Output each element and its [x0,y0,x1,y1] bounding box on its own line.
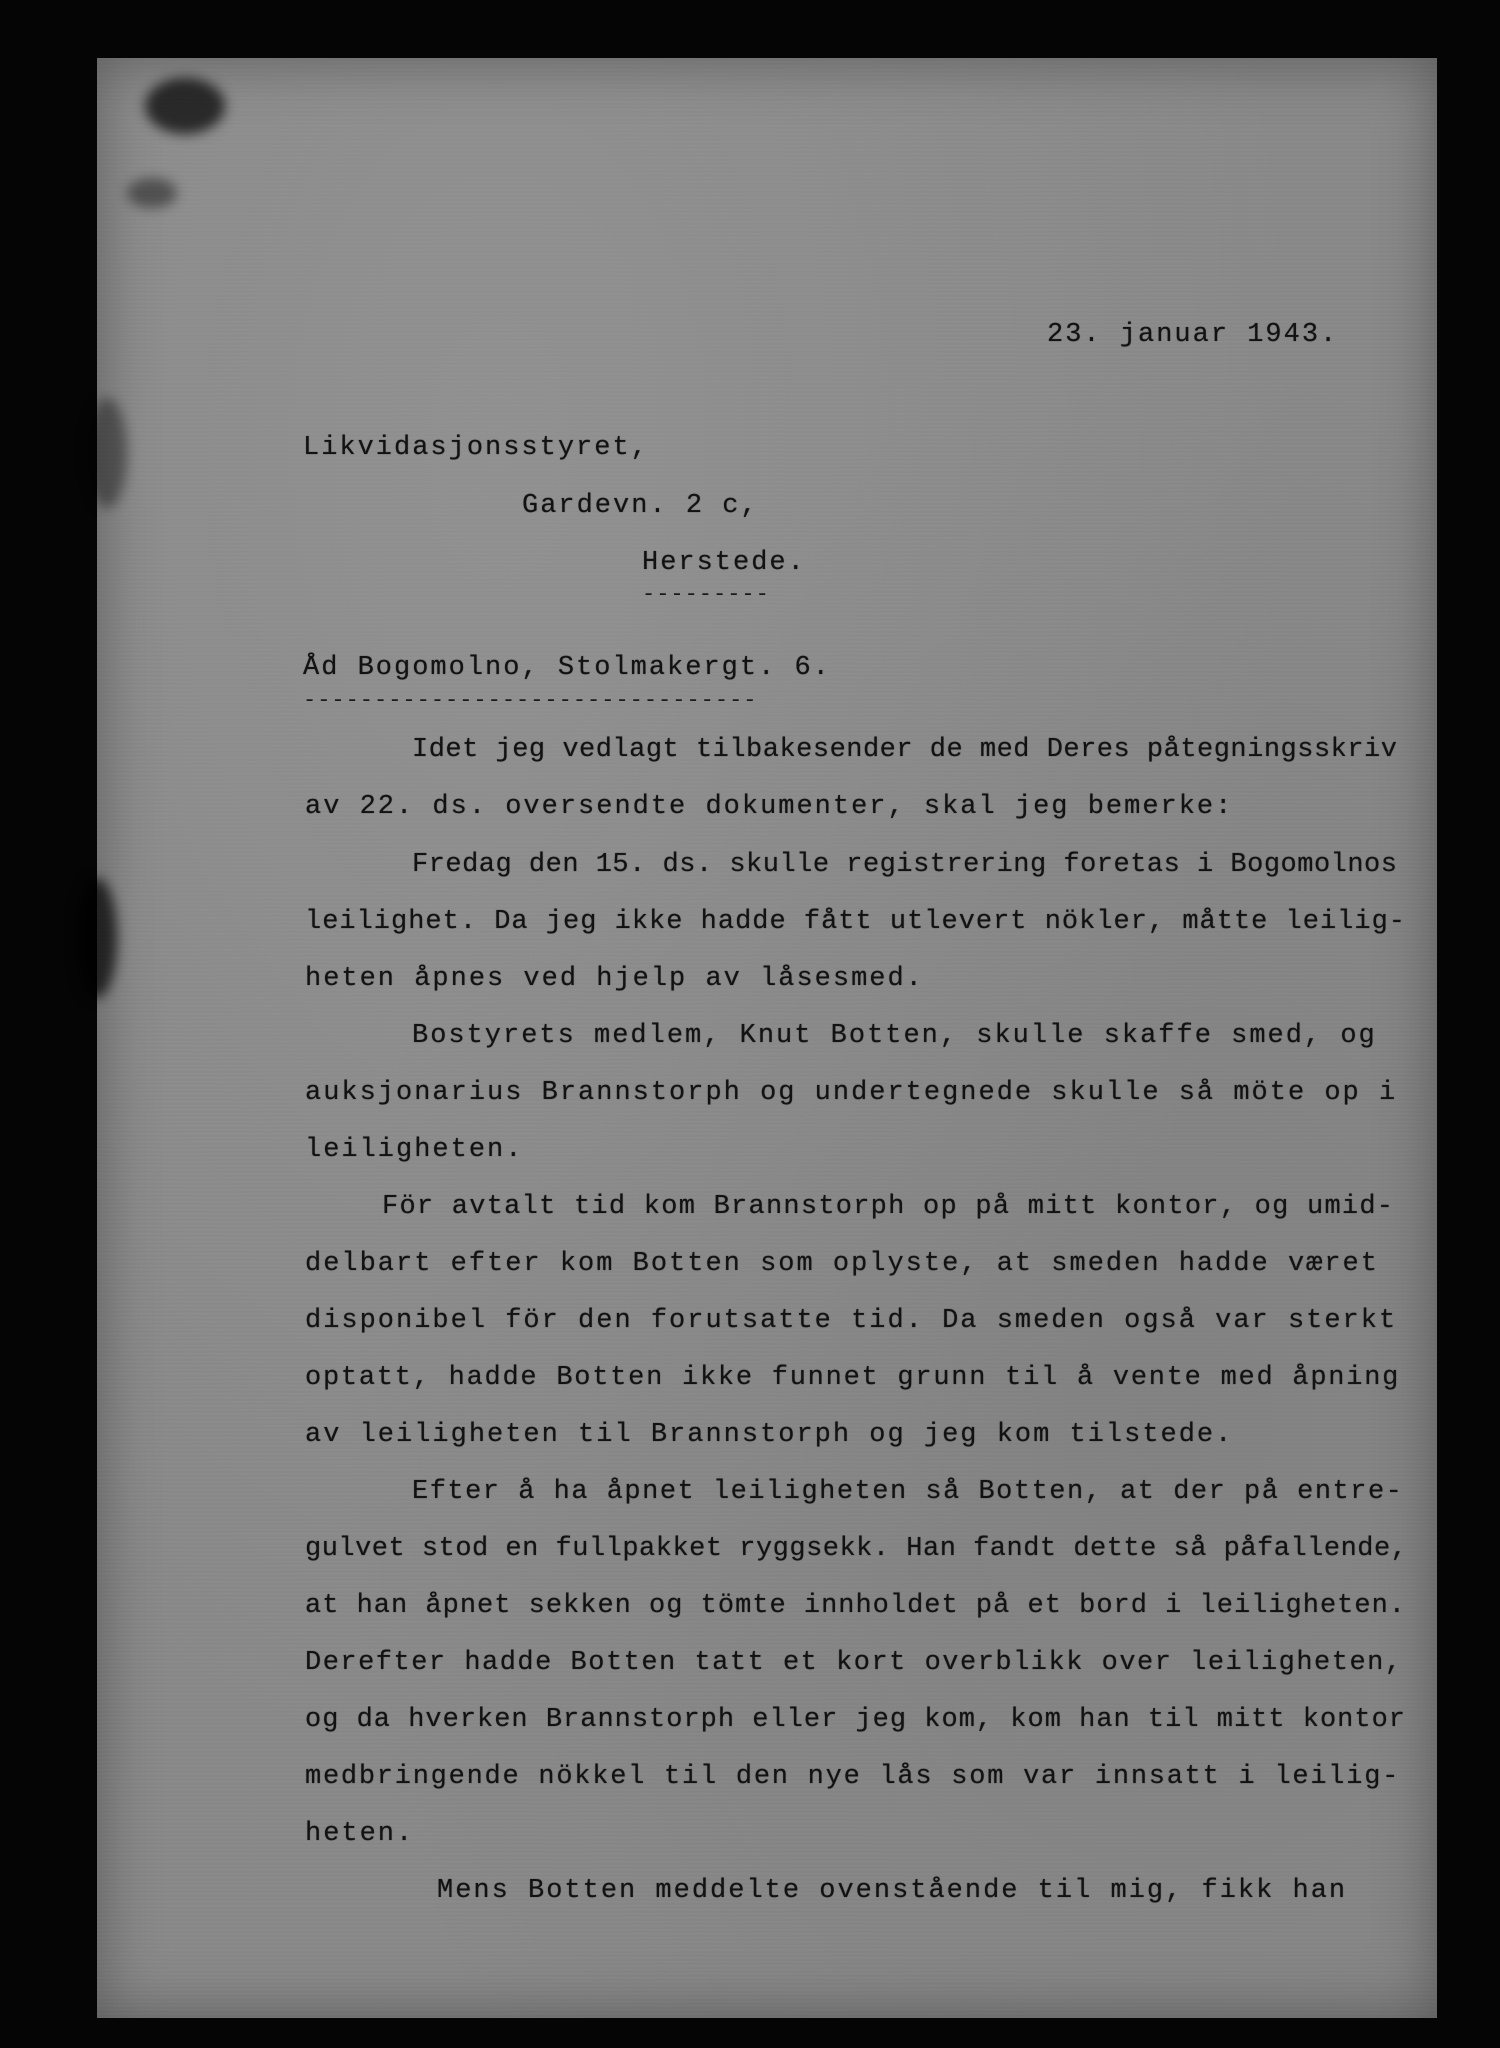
recipient-city: Herstede. [642,548,806,578]
ink-smudge [127,178,177,208]
city-underline: --------- [642,582,770,607]
body-line: leilighet. Da jeg ikke hadde fått utlevert nökler, måtte leilig- [305,907,1406,937]
subject-line: Åd Bogomolno, Stolmakergt. 6. [303,653,831,683]
body-line: og da hverken Brannstorph eller jeg kom, kom han til mitt kontor [305,1705,1406,1735]
body-line: av 22. ds. oversendte dokumenter, skal jeg bemerke: [305,792,1234,822]
recipient-name: Likvidasjonsstyret, [303,433,649,463]
body-line: at han åpnet sekken og tömte innholdet på et bord i leiligheten. [305,1591,1406,1621]
body-line: disponibel för den forutsatte tid. Da smeden også var sterkt [305,1306,1398,1336]
letter-date: 23. januar 1943. [1047,320,1339,350]
body-line: av leiligheten til Brannstorph og jeg kom tilstede. [305,1420,1234,1450]
body-line: Bostyrets medlem, Knut Botten, skulle skaffe smed, og [412,1021,1377,1051]
body-line: auksjonarius Brannstorph og undertegnede skulle så möte op i [305,1078,1398,1108]
ink-smudge [77,878,117,998]
body-line: optatt, hadde Botten ikke funnet grunn til å vente med åpning [305,1363,1401,1393]
body-line: Fredag den 15. ds. skulle registrering foretas i Bogomolnos [412,850,1398,880]
body-line: delbart efter kom Botten som oplyste, at smeden hadde været [305,1249,1379,1279]
body-line: Derefter hadde Botten tatt et kort overblikk over leiligheten, [305,1648,1403,1678]
body-line: gulvet stod en fullpakket ryggsekk. Han fandt dette så påfallende, [305,1534,1408,1564]
document-page [97,58,1437,2018]
subject-underline: -------------------------------- [303,688,758,713]
body-line: Mens Botten meddelte ovenstående til mig, fikk han [437,1876,1348,1906]
body-line: leiligheten. [305,1135,524,1165]
body-line: heten. [305,1819,415,1849]
ink-smudge [87,398,127,508]
body-line: Idet jeg vedlagt tilbakesender de med Deres påtegningsskriv [412,735,1398,765]
body-line: heten åpnes ved hjelp av låsesmed. [305,964,924,994]
body-line: För avtalt tid kom Brannstorph op på mitt kontor, og umid- [382,1192,1395,1222]
body-line: Efter å ha åpnet leiligheten så Botten, at der på entre- [412,1477,1404,1507]
body-line: medbringende nökkel til den nye lås som var innsatt i leilig- [305,1762,1401,1792]
recipient-street: Gardevn. 2 c, [522,491,759,521]
ink-smudge [145,78,225,134]
